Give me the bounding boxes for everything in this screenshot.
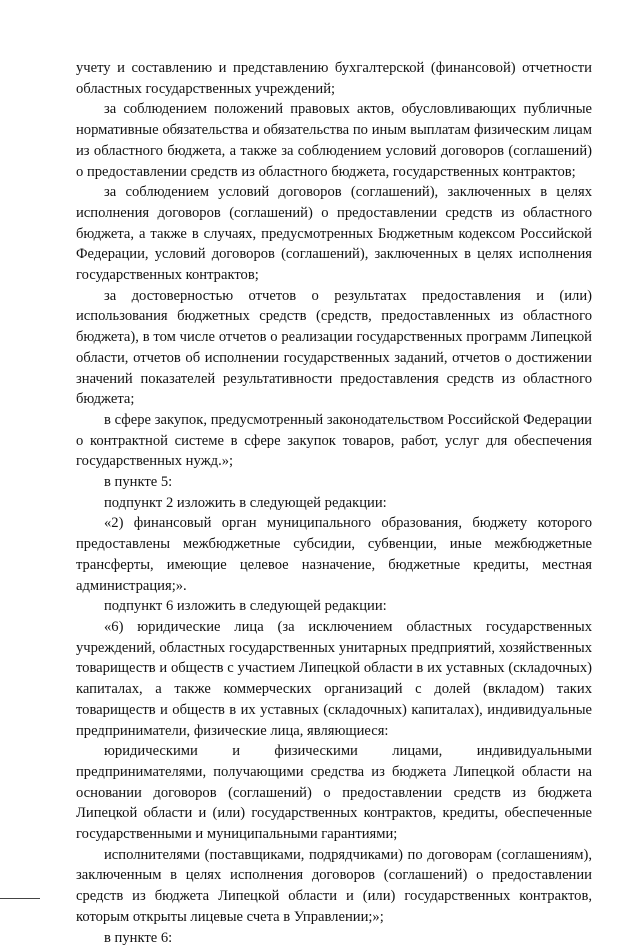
paragraph-legal-entities: юридическими и физическими лицами, индивидуальными предпринимателями, получающими средства из бюджета Липецкой области на основании договоров (соглашений) о предоставлении средств из бюджета Липецкой области и (или) государственных контрактов, кредиты, обеспеченные государственными и муниципальными гарантиями;	[76, 743, 592, 843]
paragraph-subclause-6-intro: подпункт 6 изложить в следующей редакции:	[104, 598, 387, 615]
paragraph-subclause-2-intro: подпункт 2 изложить в следующей редакции:	[104, 494, 387, 511]
paragraph-subclause-6-text: «6) юридические лица (за исключением областных государственных учреждений, областных государственных унитарных предприятий, хозяйственных товариществ и обществ с участием Липецкой области в их уставных (складочных) капиталах, а также коммерческих организаций с долей (вкладом) таких товариществ и обществ в их уставных (складочных) капиталах), индивидуальные предприниматели, физические лица, являющиеся:	[76, 618, 592, 739]
paragraph-subclause-2-text: «2) финансовый орган муниципального образования, бюджету которого предоставлены межбюджетные субсидии, субвенции, иные межбюджетные трансферты, имеющие целевое назначение, бюджетные кредиты, местная администрация;».	[76, 515, 592, 594]
bottom-scan-rule	[0, 898, 40, 899]
paragraph-clause-5: в пункте 5:	[104, 474, 173, 491]
paragraph-procurement: в сфере закупок, предусмотренный законодательством Российской Федерации о контрактной системе в сфере закупок товаров, работ, услуг для обеспечения государственных нужд.»;	[76, 411, 592, 470]
paragraph-agreement-conditions: за соблюдением условий договоров (соглашений), заключенных в целях исполнения договоров (соглашений) о предоставлении средств из областного бюджета, а также в случаях, предусмотренных Бюджетным кодексом Российской Федерации, условий договоров (соглашений), заключенных в целях исполнения государственных контрактов;	[76, 184, 592, 284]
paragraph-report-reliability: за достоверностью отчетов о результатах предоставления и (или) использования бюджетных средств (средств, предоставленных из областного бюджета), в том числе отчетов о реализации государственных программ Липецкой области, отчетов об исполнении государственных заданий, отчетов о достижении значений показателей результативности предоставления средств из областного бюджета;	[76, 287, 592, 408]
paragraph-contractors: исполнителями (поставщиками, подрядчиками) по договорам (соглашениям), заключенным в целях исполнения договоров (соглашений) о предоставлении средств из бюджета Липецкой области и (или) государственных контрактов, которым открыты лицевые счета в Управлении;»;	[76, 846, 592, 925]
paragraph-public-obligations: за соблюдением положений правовых актов, обусловливающих публичные нормативные обязательства и обязательства по иным выплатам физическим лицам из областного бюджета, а также за соблюдением условий договоров (соглашений) о предоставлении средств из областного бюджета, государственных контрактов;	[76, 101, 592, 180]
paragraph-clause-6: в пункте 6:	[104, 929, 173, 946]
paragraph-continuation: учету и составлению и представлению бухгалтерской (финансовой) отчетности областных государственных учреждений;	[76, 60, 592, 97]
